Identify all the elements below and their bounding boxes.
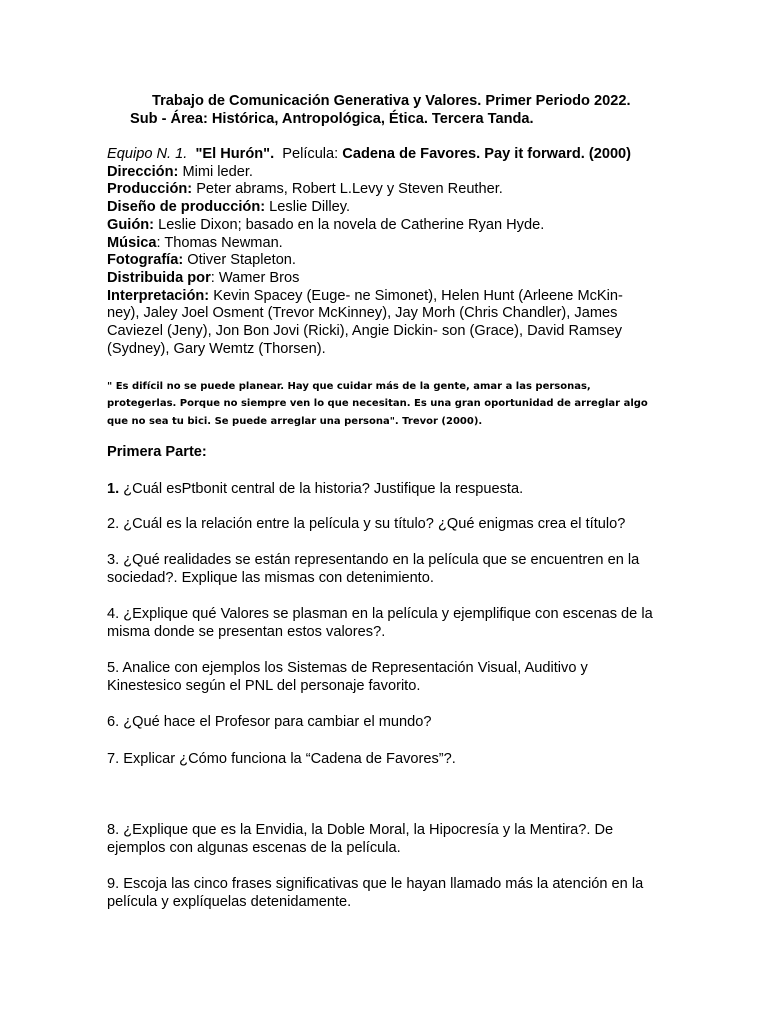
credit-value: Leslie Dilley.	[269, 199, 351, 216]
film-label: Película:	[282, 146, 339, 162]
credit-cast	[107, 288, 647, 359]
credit-script	[107, 217, 647, 235]
credit-production	[107, 181, 647, 199]
credit-value: Peter abrams, Robert L.Levy y Steven Reuther.	[196, 181, 503, 198]
credit-music	[107, 235, 647, 253]
credit-value: : Wamer Bros	[210, 269, 300, 286]
question-9: 9. Escoja las cinco frases significativas que le hayan llamado más la atención en la película y explíquelas detenidamente.	[107, 876, 644, 910]
credit-label: Fotografía:	[107, 252, 184, 269]
credit-photography	[107, 252, 647, 270]
question-2: 2. ¿Cuál es la relación entre la película y su título? ¿Qué enigmas crea el título?	[107, 516, 626, 532]
question-8: 8. ¿Explique que es la Envidia, la Doble Moral, la Hipocresía y la Mentira?. De ejemplos con algunas escenas de la película.	[107, 822, 614, 856]
credit-value: Otiver Stapleton.	[187, 252, 296, 269]
team-label: Equipo N. 1.	[107, 146, 188, 162]
credit-direction	[107, 164, 647, 182]
title-line-2: Sub - Área: Histórica, Antropológica, Ética. Tercera Tanda.	[130, 111, 534, 127]
film-credits	[107, 146, 647, 358]
question-7: 7. Explicar ¿Cómo funciona la “Cadena de Favores”?.	[107, 751, 456, 767]
question-text: ¿Cuál esPtbonit central de la historia? Justifique la respuesta.	[123, 481, 524, 497]
credit-label: Guión:	[107, 216, 155, 233]
credit-production-design	[107, 199, 647, 217]
title-line-1: Trabajo de Comunicación Generativa y Valores. Primer Periodo 2022.	[152, 93, 631, 109]
credit-label: Producción:	[107, 181, 193, 198]
question-4: 4. ¿Explique qué Valores se plasman en la película y ejemplifique con escenas de la misma donde se presentan estos valores?.	[107, 606, 653, 640]
team-line	[107, 146, 647, 164]
credit-distribution	[107, 270, 647, 288]
document-title	[0, 92, 768, 128]
team-name: "El Hurón".	[195, 146, 275, 162]
credit-label: Distribuida por	[107, 269, 211, 286]
question-3: 3. ¿Qué realidades se están representando en la película que se encuentren en la sociedad?. Explique las mismas con detenimiento.	[107, 552, 640, 586]
credit-value: Kevin Spacey (Euge- ne Simonet), Helen Hunt (Arleene McKin- ney), Jaley Joel Osment (Trevor McKinney), Jay Morh (Chris Chandler), James Caviezel (Jeny), Jon Bon Jovi (Ricki), Angie Dickin- son (Grace), David Ramsey (Sydney), Gary Wemtz (Thorsen).	[107, 287, 623, 357]
question-number: 1.	[107, 481, 120, 497]
credit-value: : Thomas Newman.	[156, 234, 283, 251]
film-title: Cadena de Favores. Pay it forward. (2000)	[342, 146, 632, 162]
film-quote: " Es difícil no se puede planear. Hay que cuidar más de la gente, amar a las personas, protegerlas. Porque no siempre ven lo que necesitan. Es una gran oportunidad de arreglar algo que no sea tu bici. Se puede arreglar una persona". Trevor (2000).	[107, 381, 648, 427]
question-6: 6. ¿Qué hace el Profesor para cambiar el mundo?	[107, 714, 432, 730]
credit-value: Mimi leder.	[182, 163, 253, 180]
section-heading: Primera Parte:	[107, 444, 207, 460]
credit-value: Leslie Dixon; basado en la novela de Catherine Ryan Hyde.	[158, 216, 545, 233]
question-1	[107, 480, 663, 498]
credit-label: Dirección:	[107, 163, 179, 180]
credit-label: Diseño de producción:	[107, 199, 266, 216]
credit-label: Música	[107, 234, 157, 251]
question-5: 5. Analice con ejemplos los Sistemas de Representación Visual, Auditivo y Kinestesico según el PNL del personaje favorito.	[107, 660, 588, 694]
credit-label: Interpretación:	[107, 287, 210, 304]
